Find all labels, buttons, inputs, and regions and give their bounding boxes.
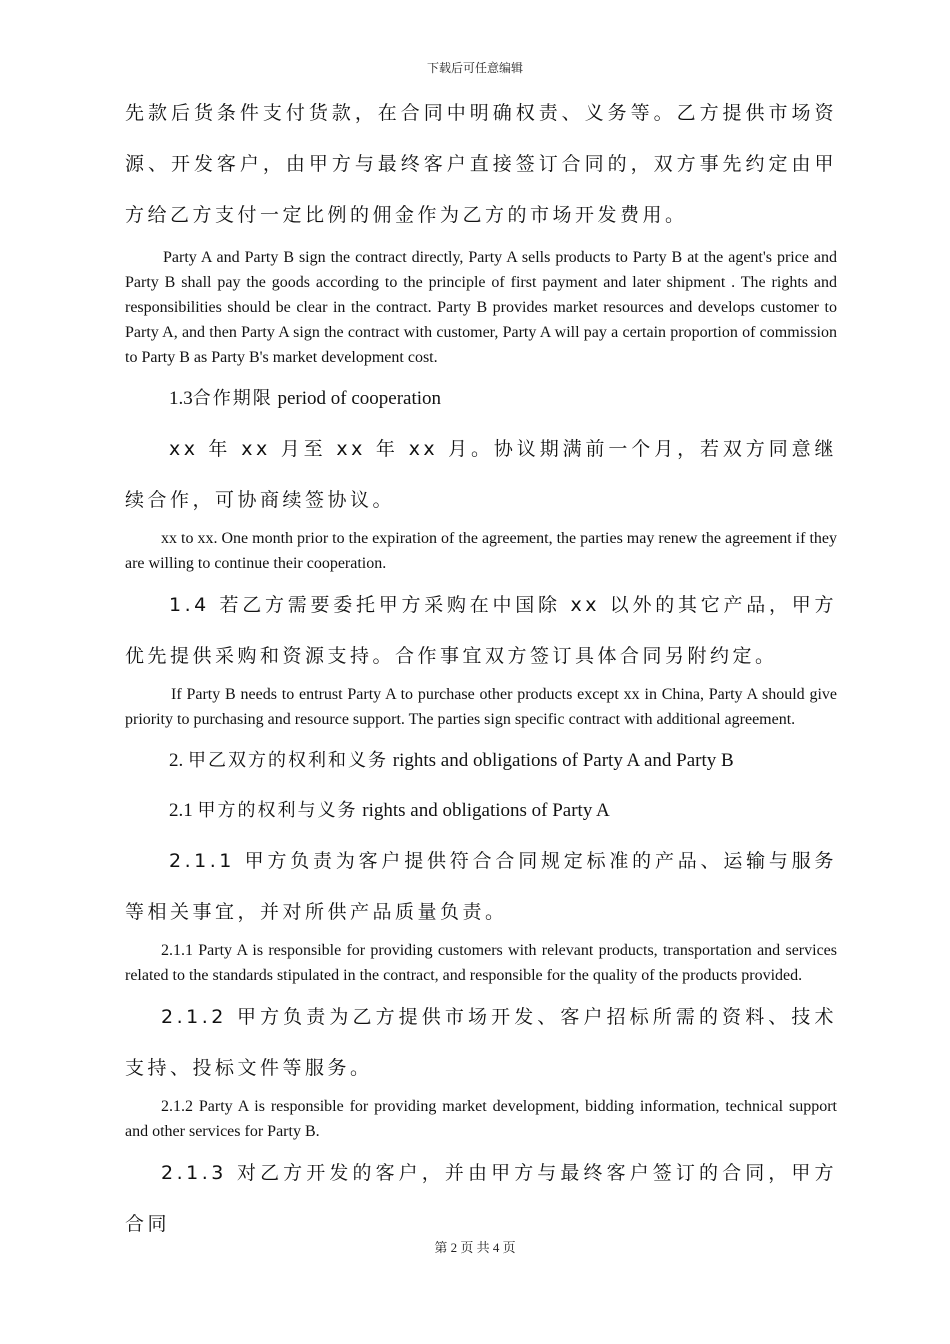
- paragraph-cn: 2.1.3 对乙方开发的客户，并由甲方与最终客户签订的合同，甲方合同: [125, 1162, 837, 1235]
- paragraph-en: 2.1.2 Party A is responsible for providing market development, bidding information, technical support and other services for Party B.: [125, 1098, 837, 1140]
- paragraph-cn: xx 年 xx 月至 xx 年 xx 月。协议期满前一个月，若双方同意继续合作，可协商续签协议。: [125, 438, 837, 511]
- paragraph-en: 2.1.1 Party A is responsible for providing customers with relevant products, transportation and services related to the standards stipulated in the contract, and responsible for the quality of the products provided.: [125, 942, 837, 984]
- paragraph-en: If Party B needs to entrust Party A to purchase other products except xx in China, Party A should give priority to purchasing and resource support. The parties sign specific contract with additional agreement.: [125, 686, 837, 728]
- heading-number: 1.3: [169, 388, 193, 409]
- section-heading-2-1: [125, 786, 837, 836]
- page-footer: 第 2 页 共 4 页: [434, 1240, 516, 1255]
- heading-en: rights and obligations of Party A and Party B: [392, 750, 734, 771]
- section-heading-1-3: [125, 374, 837, 424]
- section-heading-2: [125, 736, 837, 786]
- heading-en: period of cooperation: [277, 388, 442, 409]
- heading-zh: 甲方的权利与义务: [197, 800, 358, 821]
- heading-number: 2.: [169, 750, 184, 771]
- paragraph-en: Party A and Party B sign the contract directly, Party A sells products to Party B at the agent's price and Party B shall pay the goods according to the principle of first payment and later shipment . The rights and responsibilities should be clear in the contract. Party B provides market resources and develops customer to Party A, and then Party A sign the contract with customer, Party A will pay a certain proportion of commission to Party B as Party B's market development cost.: [125, 249, 837, 366]
- paragraph-cn: 1.4 若乙方需要委托甲方采购在中国除 xx 以外的其它产品，甲方优先提供采购和资源支持。合作事宜双方签订具体合同另附约定。: [125, 594, 837, 667]
- paragraph-en: xx to xx. One month prior to the expiration of the agreement, the parties may renew the agreement if they are willing to continue their cooperation.: [125, 530, 837, 572]
- heading-number: 2.1: [169, 800, 193, 821]
- document-body: [125, 88, 837, 1250]
- paragraph-cn: 2.1.1 甲方负责为客户提供符合合同规定标准的产品、运输与服务等相关事宜，并对所供产品质量负责。: [125, 850, 837, 923]
- paragraph-cn: 先款后货条件支付货款，在合同中明确权责、义务等。乙方提供市场资源、开发客户，由甲方与最终客户直接签订合同的，双方事先约定由甲方给乙方支付一定比例的佣金作为乙方的市场开发费用。: [125, 102, 837, 226]
- heading-zh: 甲乙双方的权利和义务: [188, 750, 388, 771]
- paragraph-cn: 2.1.2 甲方负责为乙方提供市场开发、客户招标所需的资料、技术支持、投标文件等服务。: [125, 1006, 837, 1079]
- heading-en: rights and obligations of Party A: [362, 800, 610, 821]
- page-header: 下载后可任意编辑: [426, 61, 523, 75]
- heading-zh: 合作期限: [192, 388, 273, 409]
